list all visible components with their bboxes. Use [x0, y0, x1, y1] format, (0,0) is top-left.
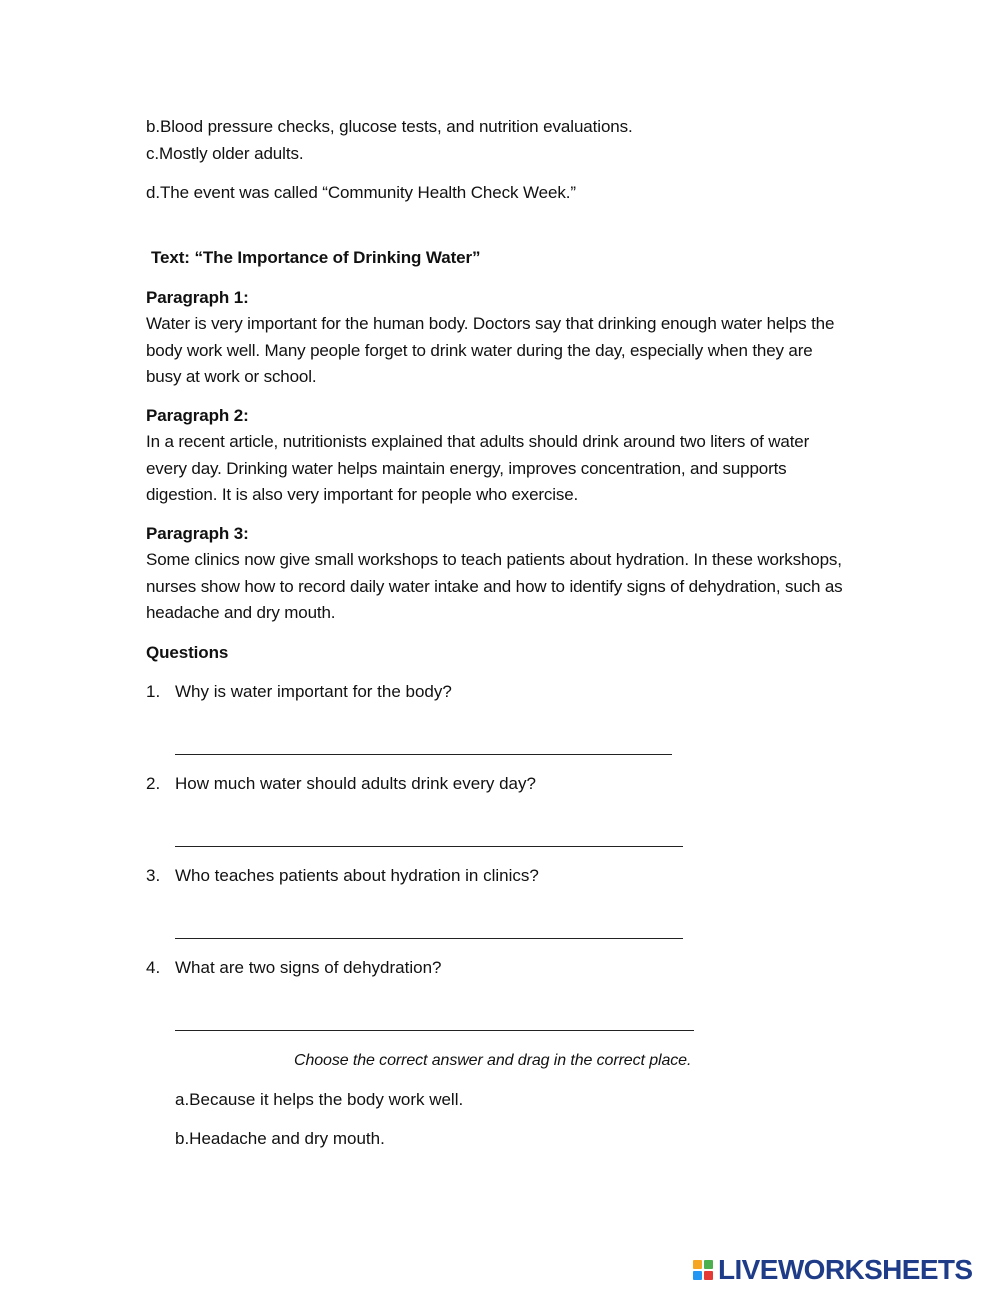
drag-instruction: Choose the correct answer and drag in the correct place.	[294, 1052, 692, 1069]
question-1-number: 1.	[146, 682, 161, 701]
logo-square-e	[704, 1271, 713, 1280]
drag-option-b[interactable]: b.Headache and dry mouth.	[175, 1129, 385, 1148]
logo-square-l	[693, 1260, 702, 1269]
answer-drop-zone-1[interactable]	[175, 754, 672, 755]
question-2-number: 2.	[146, 774, 161, 793]
paragraph-3-heading: Paragraph 3:	[146, 524, 249, 543]
answer-drop-zone-3[interactable]	[175, 938, 683, 939]
question-4-text: What are two signs of dehydration?	[175, 958, 442, 977]
answer-drop-zone-2[interactable]	[175, 846, 683, 847]
question-3-text: Who teaches patients about hydration in clinics?	[175, 866, 539, 885]
liveworksheets-icon	[693, 1260, 713, 1280]
prev-answer-c: c.Mostly older adults.	[146, 144, 304, 163]
text-title: Text: “The Importance of Drinking Water”	[151, 248, 481, 267]
drag-option-a[interactable]: a.Because it helps the body work well.	[175, 1090, 464, 1109]
question-1-text: Why is water important for the body?	[175, 682, 452, 701]
paragraph-1-body: Water is very important for the human body. Doctors say that drinking enough water helps the body work well. Many people forget to drink water during the day, especially when they are busy at work or school.	[146, 314, 835, 386]
logo-square-i	[704, 1260, 713, 1269]
question-2-text: How much water should adults drink every day?	[175, 774, 536, 793]
liveworksheets-logo	[693, 1255, 973, 1285]
prev-answer-d: d.The event was called “Community Health Check Week.”	[146, 183, 576, 202]
paragraph-2-body: In a recent article, nutritionists explained that adults should drink around two liters of water every day. Drinking water helps maintain energy, improves concentration, and supports digestion. It is also very important for people who exercise.	[146, 432, 810, 504]
questions-heading: Questions	[146, 643, 229, 662]
answer-drop-zone-4[interactable]	[175, 1030, 694, 1031]
paragraph-1-heading: Paragraph 1:	[146, 288, 249, 307]
question-3-number: 3.	[146, 866, 161, 885]
prev-answer-b: b.Blood pressure checks, glucose tests, and nutrition evaluations.	[146, 117, 633, 136]
question-4-number: 4.	[146, 958, 161, 977]
logo-square-v	[693, 1271, 702, 1280]
paragraph-3-body: Some clinics now give small workshops to teach patients about hydration. In these workshops, nurses show how to record daily water intake and how to identify signs of dehydration, such as headache and dry mouth.	[146, 550, 843, 622]
brand-name: LIVEWORKSHEETS	[718, 1254, 973, 1285]
paragraph-2-heading: Paragraph 2:	[146, 406, 249, 425]
